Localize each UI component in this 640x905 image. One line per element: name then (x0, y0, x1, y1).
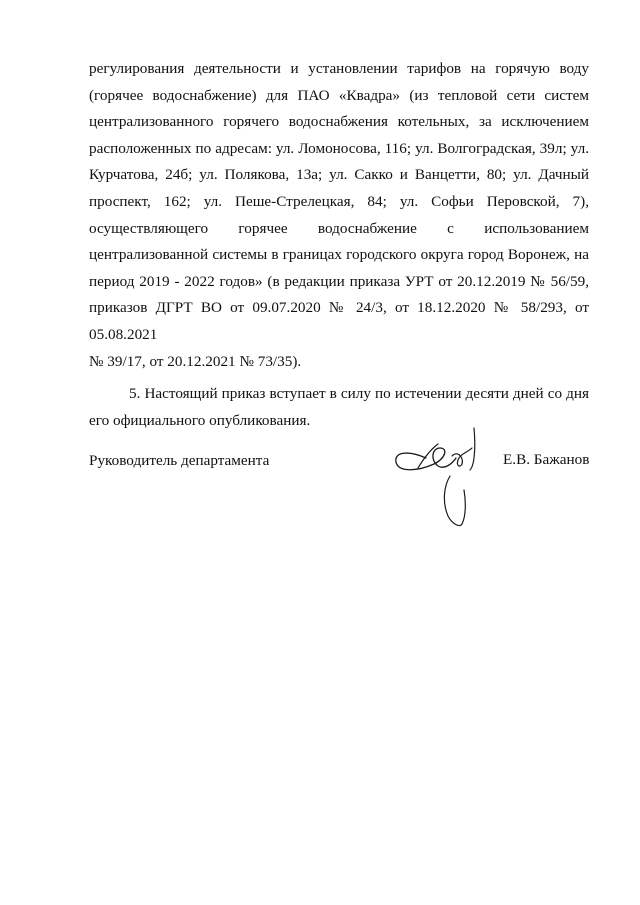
text-line: регулирования деятельности и установлении тарифов на горячую воду (89, 60, 589, 77)
text-line: централизованной системы в границах городского округа город Воронеж, на (89, 246, 589, 264)
text-line: приказов ДГРТ ВО от 09.07.2020 № 24/3, от 18.12.2020 № 58/293, от 05.08.2021 (89, 299, 589, 343)
text-line: расположенных по адресам: ул. Ломоносова, 116; ул. Волгоградская, 39л; ул. (89, 139, 589, 157)
handwritten-signature (386, 420, 496, 535)
text-line: (горячее водоснабжение) для ПАО «Квадра» (из тепловой сети систем (89, 86, 589, 104)
text-line: Курчатова, 24б; ул. Полякова, 13а; ул. Сакко и Ванцетти, 80; ул. Дачный (89, 166, 589, 184)
text-line: его официального опубликования. (89, 411, 311, 429)
text-line: период 2019 - 2022 годов» (в редакции приказа УРТ от 20.12.2019 № 56/59, (89, 272, 589, 290)
text-line: осуществляющего горячее водоснабжение с использованием (89, 219, 589, 237)
text-line: проспект, 162; ул. Пеше-Стрелецкая, 84; ул. Софьи Перовской, 7), (89, 192, 589, 210)
document-body (89, 56, 589, 434)
text-line: № 39/17, от 20.12.2021 № 73/35). (89, 352, 302, 370)
text-line: централизованного горячего водоснабжения котельных, за исключением (89, 113, 589, 131)
signatory-title: Руководитель департамента (89, 452, 270, 469)
text-line: 5. Настоящий приказ вступает в силу по истечении десяти дней со дня (129, 385, 589, 403)
signatory-name: Е.В. Бажанов (503, 451, 590, 468)
